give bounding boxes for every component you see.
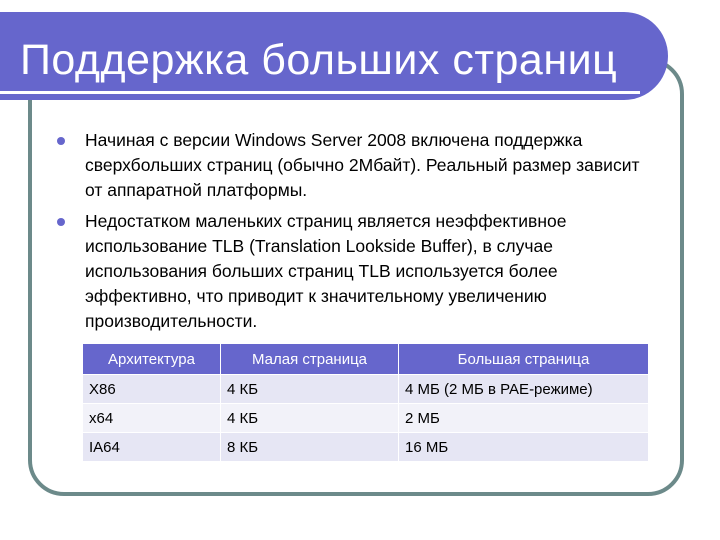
bullet-dot-icon bbox=[57, 218, 65, 226]
table-row bbox=[83, 433, 649, 462]
slide-title: Поддержка больших страниц bbox=[20, 36, 618, 84]
column-header-large-page: Большая страница bbox=[399, 344, 649, 375]
title-underline bbox=[0, 91, 640, 94]
table-cell: 4 МБ (2 МБ в PAE-режиме) bbox=[399, 375, 649, 404]
title-banner bbox=[0, 12, 668, 100]
table-row bbox=[83, 404, 649, 433]
column-header-architecture: Архитектура bbox=[83, 344, 221, 375]
page-size-table bbox=[82, 343, 649, 462]
table-cell: 4 КБ bbox=[221, 375, 399, 404]
bullet-item bbox=[52, 128, 658, 203]
table-cell: 2 МБ bbox=[399, 404, 649, 433]
table-row bbox=[83, 375, 649, 404]
table-cell: x64 bbox=[83, 404, 221, 433]
bullet-text: Начиная с версии Windows Server 2008 включена поддержка сверхбольших страниц (обычно 2Мбайт). Реальный размер зависит от аппаратной платформы. bbox=[85, 130, 640, 200]
bullet-item bbox=[52, 209, 658, 334]
table-cell: X86 bbox=[83, 375, 221, 404]
column-header-small-page: Малая страница bbox=[221, 344, 399, 375]
table-header-row bbox=[83, 344, 649, 375]
bullet-text: Недостатком маленьких страниц является неэффективное использование TLB (Translation Lookside Buffer), в случае использования больших страниц TLB используется более эффективно, что приводит к значительному увеличению производительности. bbox=[85, 211, 567, 331]
table-cell: IA64 bbox=[83, 433, 221, 462]
bullet-list bbox=[52, 128, 658, 340]
table-cell: 16 МБ bbox=[399, 433, 649, 462]
bullet-dot-icon bbox=[57, 137, 65, 145]
table-cell: 4 КБ bbox=[221, 404, 399, 433]
table-cell: 8 КБ bbox=[221, 433, 399, 462]
